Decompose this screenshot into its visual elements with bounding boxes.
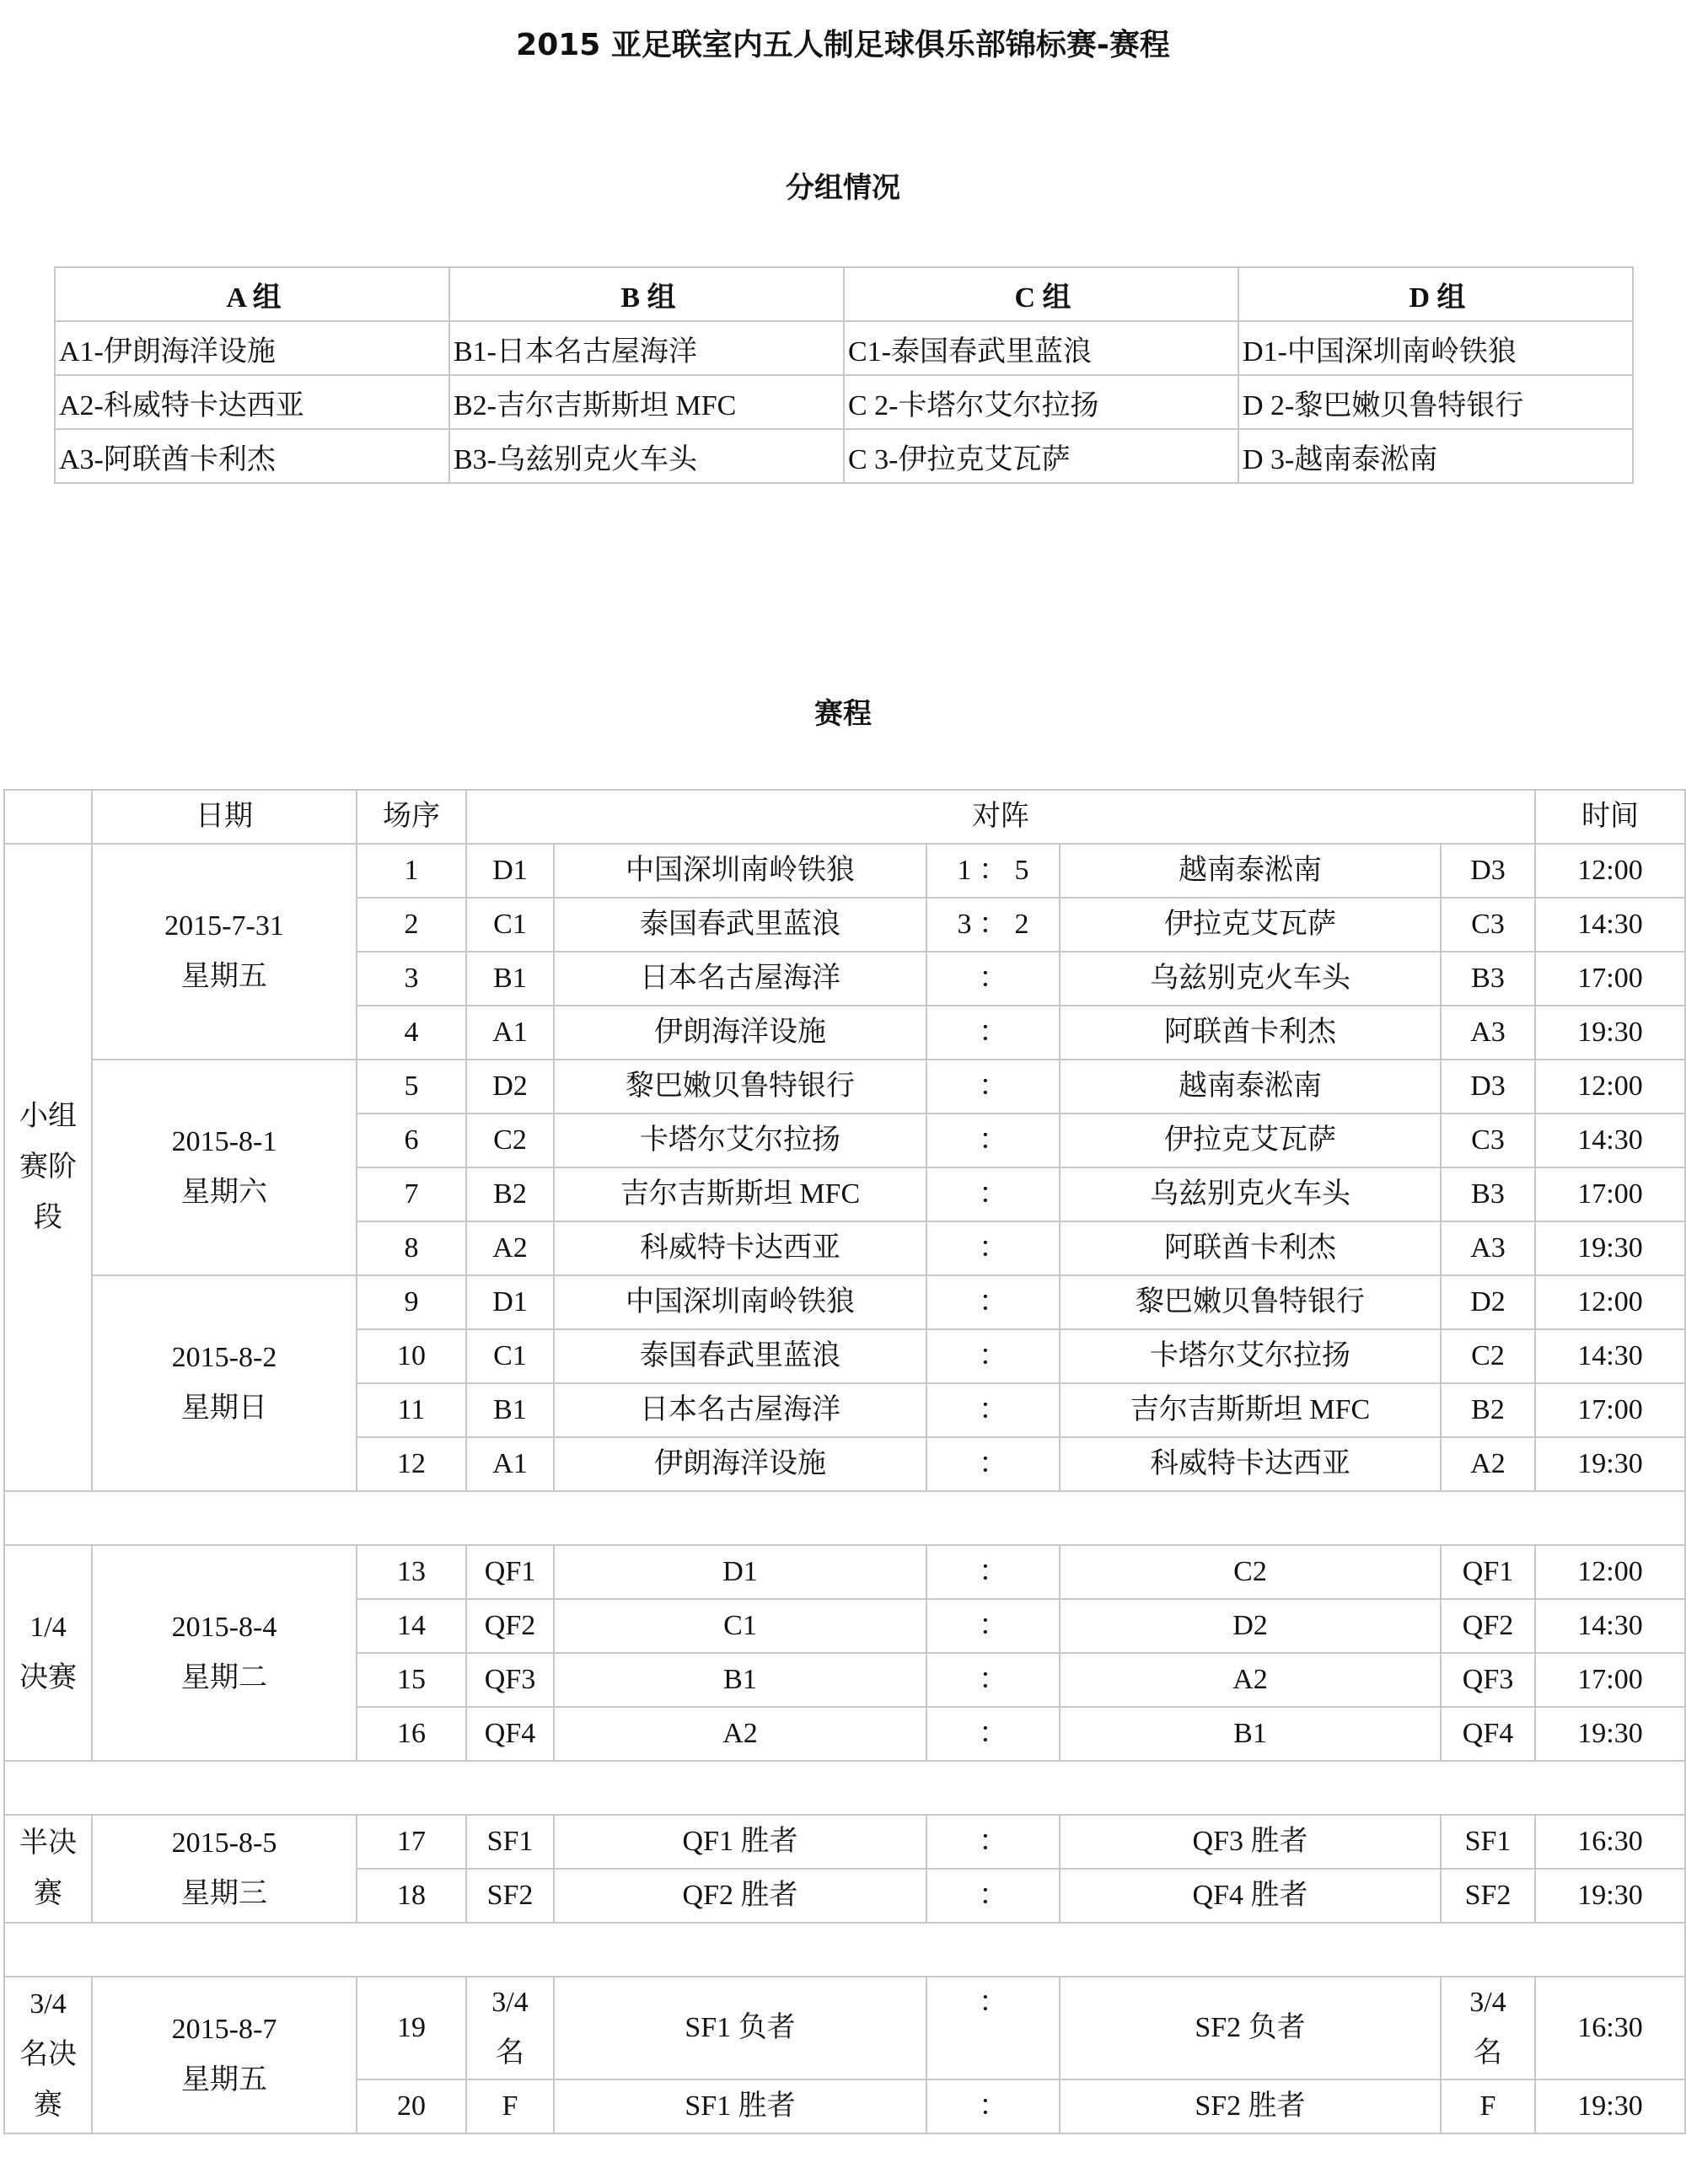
team-cell: A3-阿联酋卡利杰 bbox=[55, 429, 449, 483]
kickoff-time: 19:30 bbox=[1535, 1437, 1685, 1491]
score: ： bbox=[926, 1060, 1060, 1113]
schedule-header-row bbox=[4, 790, 1685, 844]
match-weekday: 星期三 bbox=[181, 1878, 267, 1909]
away-code: C3 bbox=[1441, 1113, 1535, 1167]
match-no: 8 bbox=[357, 1221, 466, 1275]
away-code: QF4 bbox=[1441, 1707, 1535, 1761]
kickoff-time: 17:00 bbox=[1535, 1383, 1685, 1437]
away-team: 科威特卡达西亚 bbox=[1060, 1437, 1441, 1491]
match-row bbox=[4, 844, 1685, 898]
kickoff-time: 19:30 bbox=[1535, 1221, 1685, 1275]
home-code: D1 bbox=[466, 844, 554, 898]
away-team: C2 bbox=[1060, 1545, 1441, 1599]
team-cell: B2-吉尔吉斯斯坦 MFC bbox=[449, 375, 844, 429]
score: ： bbox=[926, 1437, 1060, 1491]
kickoff-time: 19:30 bbox=[1535, 1869, 1685, 1923]
away-code: C2 bbox=[1441, 1329, 1535, 1383]
away-code: D3 bbox=[1441, 1060, 1535, 1113]
home-team: 泰国春武里蓝浪 bbox=[554, 898, 926, 952]
away-code bbox=[1441, 1977, 1535, 2079]
home-code: F bbox=[466, 2079, 554, 2133]
kickoff-time: 12:00 bbox=[1535, 844, 1685, 898]
match-weekday: 星期五 bbox=[181, 2064, 267, 2095]
match-no: 11 bbox=[357, 1383, 466, 1437]
stage-label bbox=[4, 1545, 92, 1761]
match-no: 19 bbox=[357, 1977, 466, 2079]
stage-name: 1/4 决赛 bbox=[19, 1612, 77, 1693]
team-cell: C 3-伊拉克艾瓦萨 bbox=[844, 429, 1238, 483]
kickoff-time: 14:30 bbox=[1535, 1599, 1685, 1653]
away-code: QF2 bbox=[1441, 1599, 1535, 1653]
match-day bbox=[92, 1815, 357, 1923]
home-code: A1 bbox=[466, 1437, 554, 1491]
home-team: A2 bbox=[554, 1707, 926, 1761]
kickoff-time: 17:00 bbox=[1535, 952, 1685, 1006]
kickoff-time: 19:30 bbox=[1535, 1707, 1685, 1761]
score: 1 ： 5 bbox=[926, 844, 1060, 898]
time-header: 时间 bbox=[1535, 790, 1685, 844]
away-team: 乌兹别克火车头 bbox=[1060, 1167, 1441, 1221]
match-day bbox=[92, 1545, 357, 1761]
match-date: 2015-8-5 bbox=[171, 1827, 277, 1859]
home-code: B1 bbox=[466, 952, 554, 1006]
match-row bbox=[4, 1977, 1685, 2079]
away-code: C3 bbox=[1441, 898, 1535, 952]
home-team: QF2 胜者 bbox=[554, 1869, 926, 1923]
score: ： bbox=[926, 1815, 1060, 1869]
home-code: D2 bbox=[466, 1060, 554, 1113]
match-no: 1 bbox=[357, 844, 466, 898]
stage-label bbox=[4, 1977, 92, 2133]
score: ： bbox=[926, 1275, 1060, 1329]
home-team: 科威特卡达西亚 bbox=[554, 1221, 926, 1275]
match-no: 9 bbox=[357, 1275, 466, 1329]
away-team: 吉尔吉斯斯坦 MFC bbox=[1060, 1383, 1441, 1437]
match-row bbox=[4, 1060, 1685, 1113]
match-no: 5 bbox=[357, 1060, 466, 1113]
fixture-header: 对阵 bbox=[466, 790, 1535, 844]
away-team: B1 bbox=[1060, 1707, 1441, 1761]
group-header: A 组 bbox=[55, 267, 449, 321]
home-code: SF2 bbox=[466, 1869, 554, 1923]
match-no: 12 bbox=[357, 1437, 466, 1491]
home-team: 中国深圳南岭铁狼 bbox=[554, 844, 926, 898]
kickoff-time: 12:00 bbox=[1535, 1275, 1685, 1329]
spacer-row bbox=[4, 1761, 1685, 1815]
home-team: SF1 负者 bbox=[554, 1977, 926, 2079]
away-team: 越南泰淞南 bbox=[1060, 844, 1441, 898]
score: ： bbox=[926, 1599, 1060, 1653]
away-code: B3 bbox=[1441, 952, 1535, 1006]
away-team: 乌兹别克火车头 bbox=[1060, 952, 1441, 1006]
away-team: SF2 胜者 bbox=[1060, 2079, 1441, 2133]
home-code: QF1 bbox=[466, 1545, 554, 1599]
match-no: 7 bbox=[357, 1167, 466, 1221]
away-code: SF1 bbox=[1441, 1815, 1535, 1869]
page-title: 2015 亚足联室内五人制足球俱乐部锦标赛-赛程 bbox=[516, 28, 1170, 62]
kickoff-time: 14:30 bbox=[1535, 898, 1685, 952]
stage-label bbox=[4, 1815, 92, 1923]
home-team: 伊朗海洋设施 bbox=[554, 1006, 926, 1060]
score: 3 ： 2 bbox=[926, 898, 1060, 952]
home-team: SF1 胜者 bbox=[554, 2079, 926, 2133]
match-no: 17 bbox=[357, 1815, 466, 1869]
away-team: 阿联酋卡利杰 bbox=[1060, 1006, 1441, 1060]
away-team: 越南泰淞南 bbox=[1060, 1060, 1441, 1113]
away-team: 伊拉克艾瓦萨 bbox=[1060, 898, 1441, 952]
stage-name: 半决赛 bbox=[19, 1827, 77, 1909]
score: ： bbox=[926, 1113, 1060, 1167]
away-code: A3 bbox=[1441, 1221, 1535, 1275]
home-code: B1 bbox=[466, 1383, 554, 1437]
stage-name: 小组赛阶段 bbox=[19, 1101, 77, 1233]
away-code: B2 bbox=[1441, 1383, 1535, 1437]
score: ： bbox=[926, 1545, 1060, 1599]
groups-row bbox=[55, 429, 1633, 483]
schedule-table bbox=[3, 789, 1686, 2134]
match-date: 2015-8-4 bbox=[171, 1612, 277, 1643]
home-team: 伊朗海洋设施 bbox=[554, 1437, 926, 1491]
team-cell: B3-乌兹别克火车头 bbox=[449, 429, 844, 483]
stage-name: 3/4 名决赛 bbox=[19, 1988, 77, 2121]
team-cell: A1-伊朗海洋设施 bbox=[55, 321, 449, 375]
home-code: C1 bbox=[466, 1329, 554, 1383]
score: ： bbox=[926, 2079, 1060, 2133]
home-team: 日本名古屋海洋 bbox=[554, 1383, 926, 1437]
score: ： bbox=[926, 1167, 1060, 1221]
team-cell: D1-中国深圳南岭铁狼 bbox=[1238, 321, 1633, 375]
match-no: 6 bbox=[357, 1113, 466, 1167]
match-row bbox=[4, 1275, 1685, 1329]
away-team: SF2 负者 bbox=[1060, 1977, 1441, 2079]
home-code-text: 3/4 名 bbox=[491, 1987, 529, 2069]
group-header: D 组 bbox=[1238, 267, 1633, 321]
spacer-cell bbox=[4, 1491, 1685, 1545]
match-date: 2015-8-7 bbox=[171, 2014, 277, 2045]
match-no: 15 bbox=[357, 1653, 466, 1707]
home-team: 泰国春武里蓝浪 bbox=[554, 1329, 926, 1383]
stage-label bbox=[4, 844, 92, 1491]
score: ： bbox=[926, 1869, 1060, 1923]
home-team: B1 bbox=[554, 1653, 926, 1707]
away-team: D2 bbox=[1060, 1599, 1441, 1653]
stage-header bbox=[4, 790, 92, 844]
home-code: A2 bbox=[466, 1221, 554, 1275]
spacer-row bbox=[4, 1491, 1685, 1545]
score: ： bbox=[926, 1707, 1060, 1761]
home-team: D1 bbox=[554, 1545, 926, 1599]
home-code bbox=[466, 1977, 554, 2079]
away-code-text: 3/4 名 bbox=[1469, 1987, 1506, 2069]
match-weekday: 星期六 bbox=[181, 1177, 267, 1208]
match-no: 20 bbox=[357, 2079, 466, 2133]
away-team: 卡塔尔艾尔拉扬 bbox=[1060, 1329, 1441, 1383]
away-code: QF3 bbox=[1441, 1653, 1535, 1707]
kickoff-time: 17:00 bbox=[1535, 1167, 1685, 1221]
away-team: QF3 胜者 bbox=[1060, 1815, 1441, 1869]
score: ： bbox=[926, 1977, 1060, 2079]
home-code: QF2 bbox=[466, 1599, 554, 1653]
kickoff-time: 16:30 bbox=[1535, 1977, 1685, 2079]
home-code: C2 bbox=[466, 1113, 554, 1167]
groups-row bbox=[55, 321, 1633, 375]
home-team: C1 bbox=[554, 1599, 926, 1653]
match-no: 14 bbox=[357, 1599, 466, 1653]
home-code: SF1 bbox=[466, 1815, 554, 1869]
kickoff-time: 12:00 bbox=[1535, 1545, 1685, 1599]
home-code: D1 bbox=[466, 1275, 554, 1329]
match-no-header: 场序 bbox=[357, 790, 466, 844]
kickoff-time: 19:30 bbox=[1535, 1006, 1685, 1060]
match-day bbox=[92, 1977, 357, 2133]
match-date: 2015-7-31 bbox=[164, 910, 284, 942]
team-cell: D 2-黎巴嫩贝鲁特银行 bbox=[1238, 375, 1633, 429]
group-header: C 组 bbox=[844, 267, 1238, 321]
home-team: 卡塔尔艾尔拉扬 bbox=[554, 1113, 926, 1167]
away-code: D3 bbox=[1441, 844, 1535, 898]
away-code: A2 bbox=[1441, 1437, 1535, 1491]
away-code: SF2 bbox=[1441, 1869, 1535, 1923]
home-code: QF4 bbox=[466, 1707, 554, 1761]
away-team: 伊拉克艾瓦萨 bbox=[1060, 1113, 1441, 1167]
groups-header-row bbox=[55, 267, 1633, 321]
match-day bbox=[92, 844, 357, 1060]
team-cell: A2-科威特卡达西亚 bbox=[55, 375, 449, 429]
spacer-cell bbox=[4, 1923, 1685, 1977]
away-code: A3 bbox=[1441, 1006, 1535, 1060]
away-team: A2 bbox=[1060, 1653, 1441, 1707]
score: ： bbox=[926, 952, 1060, 1006]
away-code: QF1 bbox=[1441, 1545, 1535, 1599]
home-team: 日本名古屋海洋 bbox=[554, 952, 926, 1006]
home-code: C1 bbox=[466, 898, 554, 952]
kickoff-time: 12:00 bbox=[1535, 1060, 1685, 1113]
kickoff-time: 17:00 bbox=[1535, 1653, 1685, 1707]
match-day bbox=[92, 1275, 357, 1491]
match-row bbox=[4, 1815, 1685, 1869]
group-header: B 组 bbox=[449, 267, 844, 321]
match-weekday: 星期日 bbox=[181, 1393, 267, 1424]
match-row bbox=[4, 1545, 1685, 1599]
match-no: 13 bbox=[357, 1545, 466, 1599]
team-cell: C1-泰国春武里蓝浪 bbox=[844, 321, 1238, 375]
home-team: 中国深圳南岭铁狼 bbox=[554, 1275, 926, 1329]
match-no: 16 bbox=[357, 1707, 466, 1761]
match-day bbox=[92, 1060, 357, 1275]
away-team: 阿联酋卡利杰 bbox=[1060, 1221, 1441, 1275]
away-code: B3 bbox=[1441, 1167, 1535, 1221]
match-no: 4 bbox=[357, 1006, 466, 1060]
match-date: 2015-8-1 bbox=[171, 1126, 277, 1157]
team-cell: D 3-越南泰淞南 bbox=[1238, 429, 1633, 483]
match-no: 10 bbox=[357, 1329, 466, 1383]
groups-row bbox=[55, 375, 1633, 429]
score: ： bbox=[926, 1653, 1060, 1707]
home-team: QF1 胜者 bbox=[554, 1815, 926, 1869]
away-code: F bbox=[1441, 2079, 1535, 2133]
kickoff-time: 19:30 bbox=[1535, 2079, 1685, 2133]
team-cell: B1-日本名古屋海洋 bbox=[449, 321, 844, 375]
home-team: 吉尔吉斯斯坦 MFC bbox=[554, 1167, 926, 1221]
away-team: 黎巴嫩贝鲁特银行 bbox=[1060, 1275, 1441, 1329]
match-no: 18 bbox=[357, 1869, 466, 1923]
match-no: 3 bbox=[357, 952, 466, 1006]
kickoff-time: 16:30 bbox=[1535, 1815, 1685, 1869]
away-team: QF4 胜者 bbox=[1060, 1869, 1441, 1923]
match-date: 2015-8-2 bbox=[171, 1342, 277, 1373]
team-cell: C 2-卡塔尔艾尔拉扬 bbox=[844, 375, 1238, 429]
date-header: 日期 bbox=[92, 790, 357, 844]
score: ： bbox=[926, 1006, 1060, 1060]
score: ： bbox=[926, 1221, 1060, 1275]
groups-table bbox=[54, 266, 1634, 484]
spacer-row bbox=[4, 1923, 1685, 1977]
kickoff-time: 14:30 bbox=[1535, 1113, 1685, 1167]
match-no: 2 bbox=[357, 898, 466, 952]
groups-heading: 分组情况 bbox=[786, 171, 900, 205]
schedule-heading: 赛程 bbox=[814, 697, 872, 731]
away-code: D2 bbox=[1441, 1275, 1535, 1329]
score: ： bbox=[926, 1329, 1060, 1383]
spacer-cell bbox=[4, 1761, 1685, 1815]
home-code: QF3 bbox=[466, 1653, 554, 1707]
kickoff-time: 14:30 bbox=[1535, 1329, 1685, 1383]
match-weekday: 星期五 bbox=[181, 961, 267, 992]
score: ： bbox=[926, 1383, 1060, 1437]
match-weekday: 星期二 bbox=[181, 1662, 267, 1693]
home-code: A1 bbox=[466, 1006, 554, 1060]
home-code: B2 bbox=[466, 1167, 554, 1221]
home-team: 黎巴嫩贝鲁特银行 bbox=[554, 1060, 926, 1113]
